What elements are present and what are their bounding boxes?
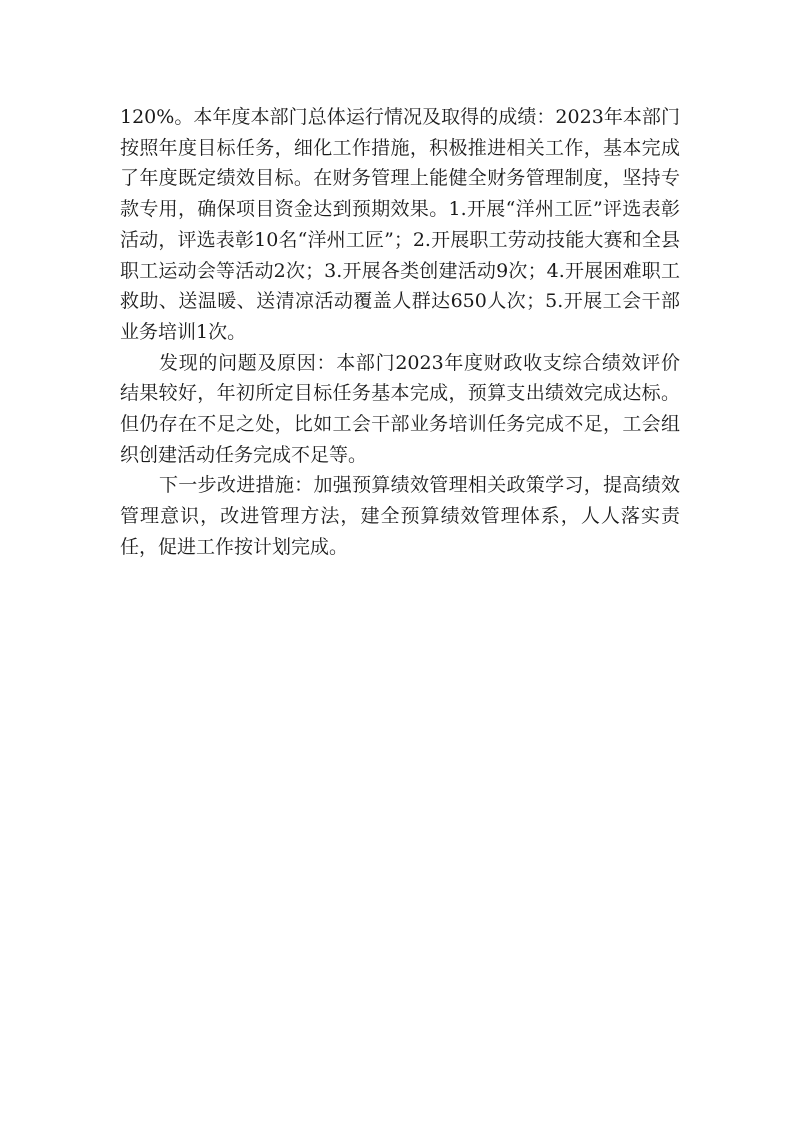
paragraph-problems: 发现的问题及原因：本部门2023年度财政收支综合绩效评价结果较好，年初所定目标任务基本完成，预算支出绩效完成达标。但仍存在不足之处，比如工会干部业务培训任务完成不足，工会组织创建活动任务完成不足等。 [120, 351, 680, 466]
document-body [120, 102, 680, 563]
paragraph-improvements: 下一步改进措施：加强预算绩效管理相关政策学习，提高绩效管理意识，改进管理方法，建全预算绩效管理体系，人人落实责任，促进工作按计划完成。 [120, 474, 680, 558]
paragraph-achievements: 120%。本年度本部门总体运行情况及取得的成绩：2023年本部门按照年度目标任务，细化工作措施，积极推进相关工作，基本完成了年度既定绩效目标。在财务管理上能健全财务管理制度，坚持专款专用，确保项目资金达到预期效果。1.开展“洋州工匠”评选表彰活动，评选表彰10名“洋州工匠”；2.开展职工劳动技能大赛和全县职工运动会等活动2次；3.开展各类创建活动9次；4.开展困难职工救助、送温暖、送清凉活动覆盖人群达650人次；5.开展工会干部业务培训1次。 [120, 106, 680, 343]
